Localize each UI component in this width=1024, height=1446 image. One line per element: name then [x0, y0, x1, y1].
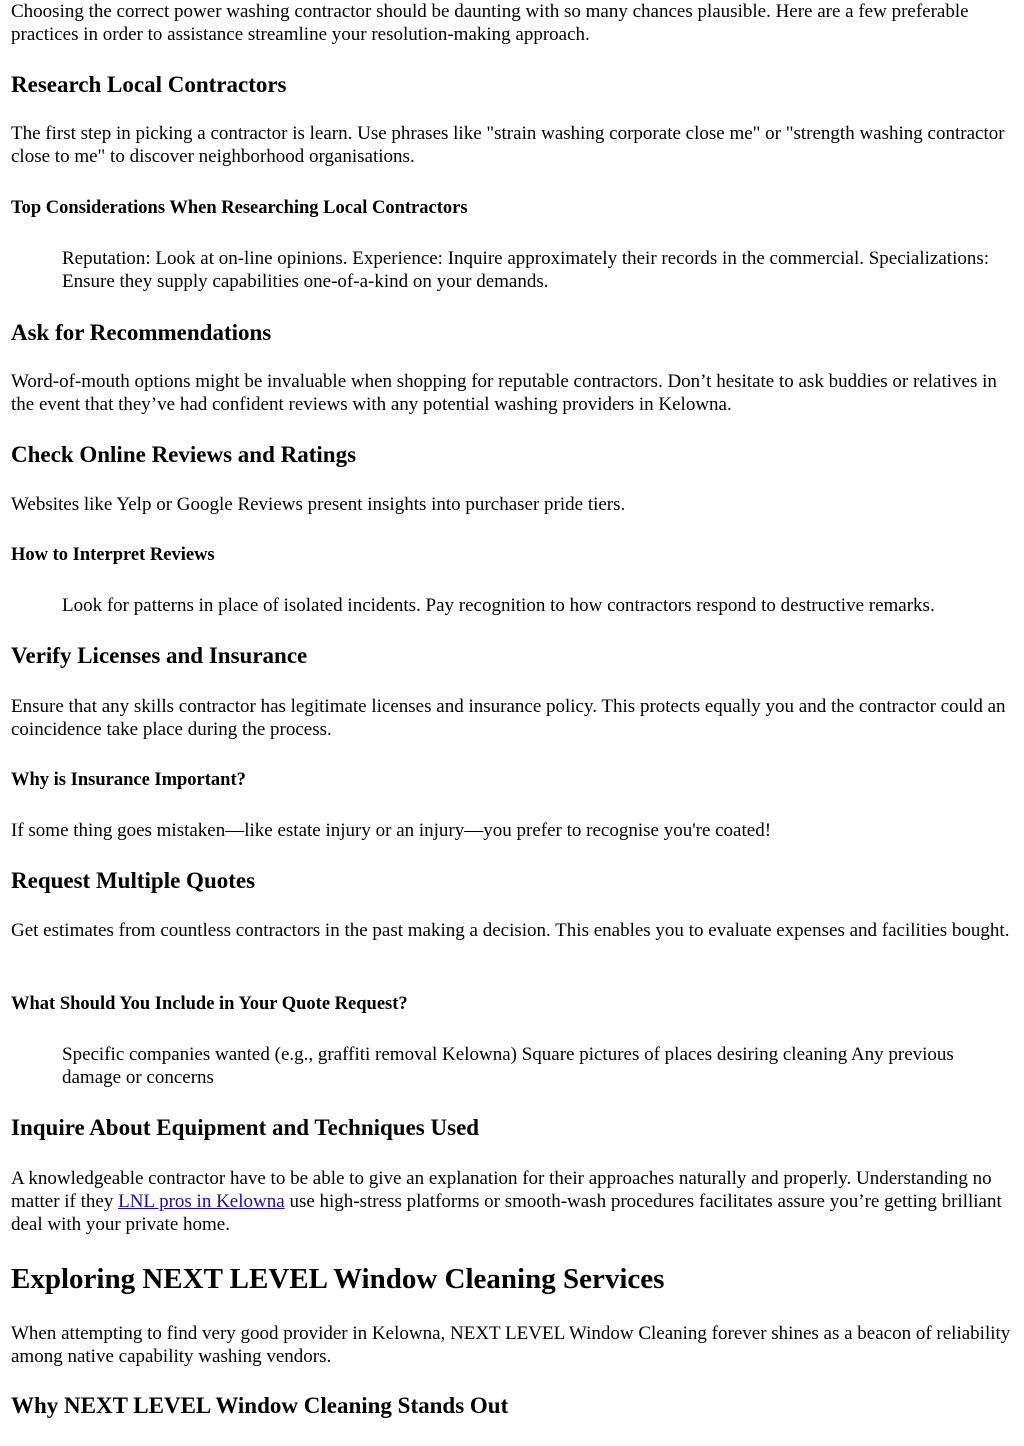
quote-request-list: Specific companies wanted (e.g., graffiti removal Kelowna) Square pictures of places desiring cleaning Any previous damage or concerns — [62, 1044, 954, 1088]
heading-quotes: Request Multiple Quotes — [11, 868, 256, 893]
lnl-pros-kelowna-link[interactable]: LNL pros in Kelowna — [118, 1191, 285, 1212]
subheading-research-considerations: Top Considerations When Researching Local Contractors — [11, 198, 468, 218]
recommendations-paragraph: Word-of-mouth options might be invaluable when shopping for reputable contractors. Don’t hesitate to ask buddies or relatives in the event that they’ve had confident reviews with any potential washing providers in Kelowna. — [11, 371, 997, 415]
research-paragraph: The first step in picking a contractor is learn. Use phrases like "strain washing corporate close me" or "strength washing contractor close to me" to discover neighborhood organisations. — [11, 123, 1005, 167]
heading-research: Research Local Contractors — [11, 72, 287, 97]
heading-why-next-level: Why NEXT LEVEL Window Cleaning Stands Out — [11, 1393, 509, 1418]
quotes-paragraph: Get estimates from countless contractors in the past making a decision. This enables you to evaluate expenses and facilities bought. — [11, 920, 1010, 941]
subheading-interpret-reviews: How to Interpret Reviews — [11, 545, 215, 565]
heading-reviews: Check Online Reviews and Ratings — [11, 442, 357, 467]
subheading-quote-request: What Should You Include in Your Quote Request? — [11, 994, 408, 1014]
intro-paragraph: Choosing the correct power washing contractor should be daunting with so many chances plausible. Here are a few preferable practices in order to assistance streamline your resolution-making approach. — [11, 1, 969, 45]
licenses-paragraph: Ensure that any skills contractor has legitimate licenses and insurance policy. This protects equally you and the contractor could an coincidence take place during the process. — [11, 696, 1006, 740]
reviews-paragraph: Websites like Yelp or Google Reviews present insights into purchaser pride tiers. — [11, 494, 626, 515]
equipment-text-before-link: A knowledgeable contractor have to be able to give an explanation for their approaches naturally and properly. Understanding no matter if they — [11, 1168, 992, 1212]
research-considerations-list: Reputation: Look at on-line opinions. Experience: Inquire approximately their records in the commercial. Specializations: Ensure they supply capabilities one-of-a-kind on your demands. — [62, 248, 990, 292]
heading-equipment: Inquire About Equipment and Techniques Used — [11, 1115, 480, 1140]
insurance-paragraph: If some thing goes mistaken—like estate injury or an injury—you prefer to recognise you're coated! — [11, 820, 772, 841]
heading-licenses: Verify Licenses and Insurance — [11, 643, 308, 668]
heading-recommendations: Ask for Recommendations — [11, 320, 272, 345]
subheading-insurance-important: Why is Insurance Important? — [11, 770, 246, 790]
heading-next-level: Exploring NEXT LEVEL Window Cleaning Services — [11, 1263, 665, 1295]
equipment-paragraph — [11, 1167, 1016, 1236]
equipment-text-after-link: use high-stress platforms or smooth-wash procedures facilitates assure you’re getting brilliant deal with your private home. — [11, 1191, 1002, 1235]
interpret-reviews-list: Look for patterns in place of isolated incidents. Pay recognition to how contractors respond to destructive remarks. — [62, 595, 935, 616]
next-level-paragraph: When attempting to find very good provider in Kelowna, NEXT LEVEL Window Cleaning forever shines as a beacon of reliability among native capability washing vendors. — [11, 1323, 1011, 1367]
